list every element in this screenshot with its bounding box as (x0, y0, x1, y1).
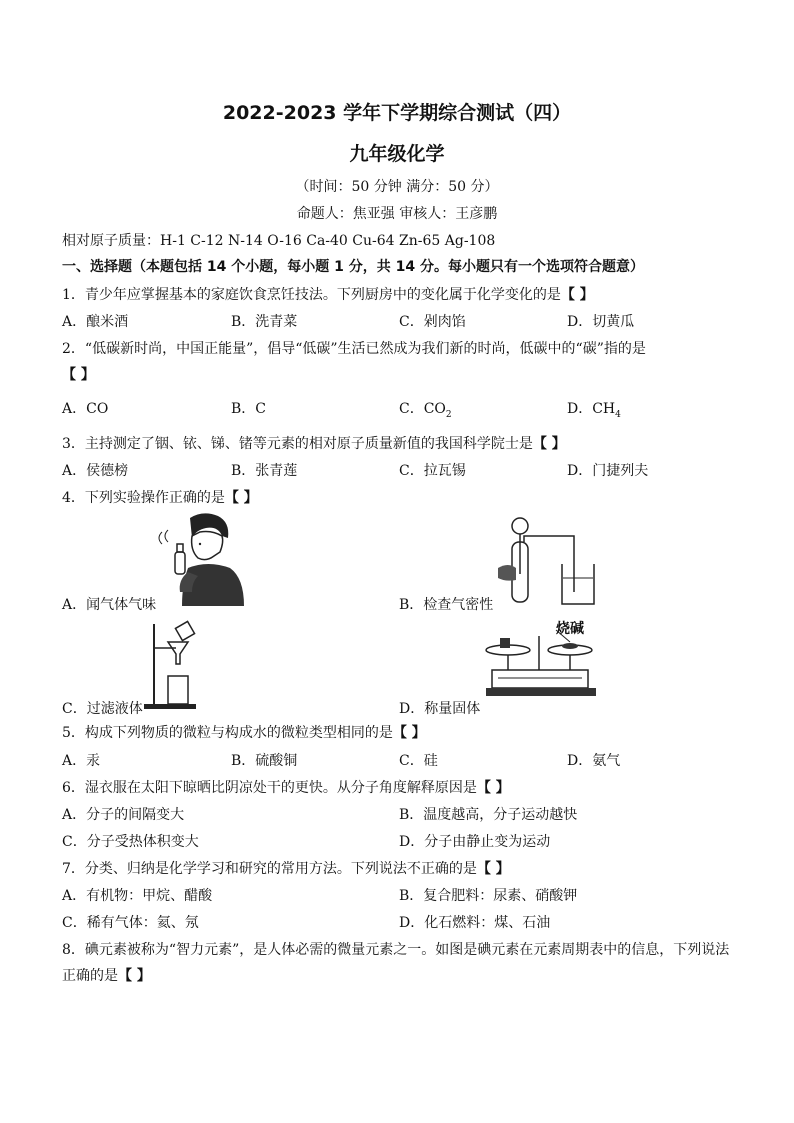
atomic-masses: 相对原子质量：H-1 C-12 N-14 O-16 Ca-40 Cu-64 Zn-65 Ag-108 (62, 233, 496, 249)
question-5-stem (62, 722, 426, 742)
q1-option-d: D．切黄瓜 (567, 314, 635, 330)
q7-option-a: A．有机物：甲烷、醋酸 (62, 888, 213, 904)
question-stem-text: 3．主持测定了铟、铱、锑、锗等元素的相对原子质量新值的我国科学院士是 (62, 436, 533, 452)
q3-option-a: A．侯德榜 (62, 463, 129, 479)
q5-option-c: C．硅 (399, 753, 438, 769)
q4-option-a: A．闻气体气味 (62, 597, 157, 613)
q4-option-c: C．过滤液体 (62, 701, 143, 717)
q3-option-b: B．张青莲 (231, 463, 298, 479)
answer-bracket: 【 】 (476, 861, 510, 877)
q1-option-b: B．洗青菜 (231, 314, 298, 330)
figure-airtightness-check (494, 512, 606, 608)
figure-filtering (140, 620, 200, 712)
question-2-stem: 2．“低碳新时尚，中国正能量”，倡导“低碳”生活已然成为我们新的时尚，低碳中的“碳”指的是 (62, 341, 646, 357)
q6-option-c: C．分子受热体积变大 (62, 834, 199, 850)
q1-option-c: C．剁肉馅 (399, 314, 466, 330)
q6-option-a: A．分子的间隔变大 (62, 807, 185, 823)
question-stem-text: 7．分类、归纳是化学学习和研究的常用方法。下列说法不正确的是 (62, 861, 477, 877)
exam-title: 2022-2023 学年下学期综合测试（四） (222, 102, 572, 124)
figure-weighing-balance (478, 618, 604, 710)
answer-bracket: 【 】 (118, 968, 151, 984)
time-info: （时间：50 分钟 满分：50 分） (295, 179, 499, 195)
question-8-stem-line1: 8．碘元素被称为“智力元素”，是人体必需的微量元素之一。如图是碘元素在元素周期表中的信息，下列说法 (62, 942, 730, 958)
answer-bracket: 【 】 (224, 490, 258, 506)
q2-option-b: B．C (231, 401, 266, 417)
q4-option-b: B．检查气密性 (399, 597, 494, 613)
question-stem-text: 6．湿衣服在太阳下晾晒比阴凉处干的更快。从分子角度解释原因是 (62, 780, 477, 796)
q3-option-c: C．拉瓦锡 (399, 463, 466, 479)
section-heading: 一、选择题（本题包括 14 个小题，每小题 1 分，共 14 分。每小题只有一个选项符合题意） (62, 259, 644, 275)
answer-bracket: 【 】 (560, 287, 594, 303)
figure-smelling-gas (148, 508, 248, 606)
q5-option-d: D．氨气 (567, 753, 621, 769)
authors-line: 命题人：焦亚强 审核人：王彦鹏 (296, 206, 498, 222)
q2-option-c: C．$CO_2$ (399, 401, 452, 420)
q1-option-a: A．酿米酒 (62, 314, 129, 330)
question-stem-text: 1．青少年应掌握基本的家庭饮食烹饪技法。下列厨房中的变化属于化学变化的是 (62, 287, 561, 303)
figure-label-caustic-soda: 烧碱 (556, 621, 584, 637)
question-6-stem (62, 777, 510, 797)
question-stem-text: 正确的是 (62, 968, 118, 984)
q7-option-b: B．复合肥料：尿素、硝酸钾 (399, 888, 578, 904)
question-stem-text: 4．下列实验操作正确的是 (62, 490, 225, 506)
q6-option-d: D．分子由静止变为运动 (399, 834, 551, 850)
q4-option-d: D．称量固体 (399, 701, 481, 717)
question-3-stem (62, 433, 566, 453)
q2-option-a: A．CO (62, 401, 109, 417)
answer-bracket: 【 】 (392, 725, 426, 741)
q3-option-d: D．门捷列夫 (567, 463, 649, 479)
question-stem-text: 5．构成下列物质的微粒与构成水的微粒类型相同的是 (62, 725, 393, 741)
q7-option-d: D．化石燃料：煤、石油 (399, 915, 551, 931)
question-8-stem-line2 (62, 965, 151, 985)
q7-option-c: C．稀有气体：氦、氖 (62, 915, 199, 931)
answer-bracket: 【 】 (476, 780, 510, 796)
question-7-stem (62, 858, 510, 878)
question-4-stem (62, 487, 258, 507)
question-1-stem (62, 284, 594, 304)
answer-bracket: 【 】 (532, 436, 566, 452)
q5-option-a: A．汞 (62, 753, 101, 769)
exam-subtitle: 九年级化学 (349, 143, 445, 165)
answer-bracket: 【 】 (62, 367, 95, 383)
q5-option-b: B．硫酸铜 (231, 753, 298, 769)
q6-option-b: B．温度越高，分子运动越快 (399, 807, 578, 823)
q2-option-d: D．$CH_4$ (567, 401, 621, 420)
